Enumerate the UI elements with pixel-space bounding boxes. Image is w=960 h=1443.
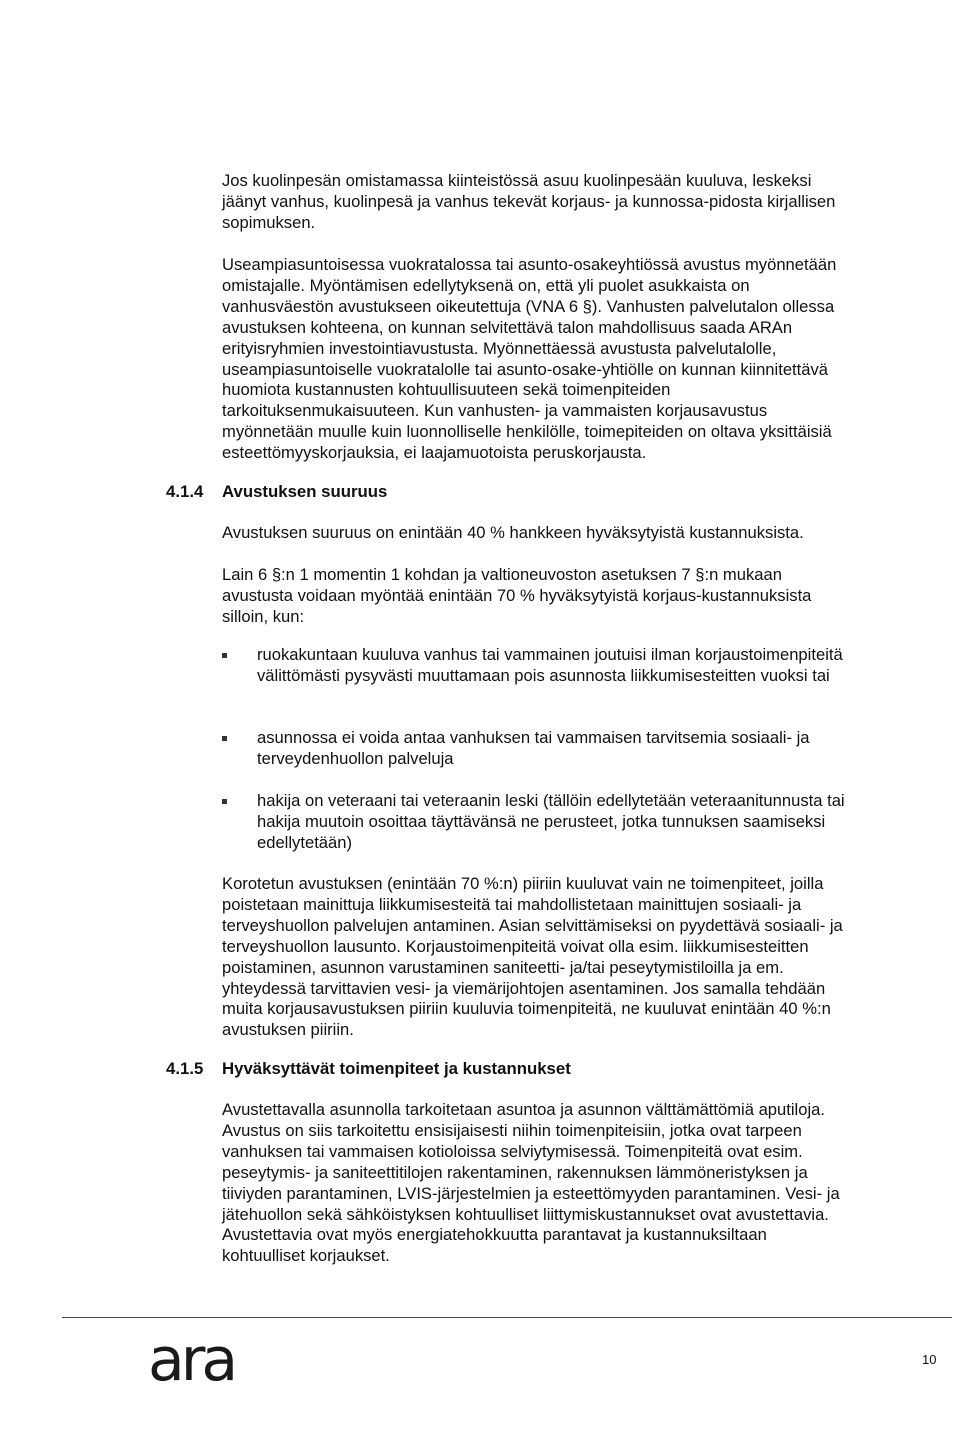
bullet-square-icon: [222, 799, 227, 804]
list-item-text: ruokakuntaan kuuluva vanhus tai vammainen joutuisi ilman korjaustoimenpiteitä välittömästi pysyvästi muuttamaan pois asunnosta liikkumisesteitten vuoksi tai: [257, 645, 843, 685]
section-heading-4-1-5: [166, 1058, 571, 1079]
section-title: Hyväksyttävät toimenpiteet ja kustannukset: [222, 1059, 571, 1078]
paragraph-increased-grant-conditions: Lain 6 §:n 1 momentin 1 kohdan ja valtioneuvoston asetuksen 7 §:n mukaan avustusta voidaan myöntää enintään 70 % hyväksytyistä korjaus-kustannuksista silloin, kun:: [222, 565, 812, 626]
paragraph-estate-ownership: Jos kuolinpesän omistamassa kiinteistössä asuu kuolinpesään kuuluva, leskeksi jäänyt vanhus, kuolinpesä ja vanhus tekevät korjaus- ja kunnossa-pidosta kirjallisen sopimuksen.: [222, 171, 836, 232]
section-number: 4.1.4: [166, 482, 204, 501]
section-heading-4-1-4: [166, 481, 387, 502]
bullet-square-icon: [222, 736, 227, 741]
list-item-text: hakija on veteraani tai veteraanin leski (tällöin edellytetään veteraanitunnusta tai hakija muutoin osoittaa täyttävänsä ne perusteet, jotka tunnuksen saamiseksi edellytetään): [257, 791, 845, 852]
paragraph-eligible-measures: Avustettavalla asunnolla tarkoitetaan asuntoa ja asunnon välttämättömiä aputiloja. Avustus on siis tarkoitettu ensisijaisesti niihin toimenpiteisiin, jotka ovat tarpeen vanhuksen tai vammaisen kotioloissa selviytymisessä. Toimenpiteitä ovat esim. peseytymis- ja saniteettitilojen rakentaminen, rakennuksen lämmöneristyksen ja tiiviyden parantaminen, LVIS-järjestelmien ja esteettömyyden parantaminen. Vesi- ja jätehuollon sekä sähköistyksen kohtuulliset liittymiskustannukset ovat avustettavia. Avustettavia ovat myös energiatehokkuutta parantavat ja kustannuksiltaan kohtuulliset korjaukset.: [222, 1100, 840, 1266]
section-title: Avustuksen suuruus: [222, 482, 388, 501]
footer-divider: [62, 1317, 952, 1318]
paragraph-increased-grant-scope: Korotetun avustuksen (enintään 70 %:n) piiriin kuuluvat vain ne toimenpiteet, joilla poistetaan mainittuja liikkumisesteitä tai mahdollistetaan mainittujen sosiaali- ja terveyshuollon palvelujen antaminen. Asian selvittämiseksi on pyydettävä sosiaali- ja terveyshuollon lausunto. Korjaustoimenpiteitä voivat olla esim. liikkumisesteitten poistaminen, asunnon varustaminen saniteetti- ja/tai peseytymistiloilla ja em. yhteydessä tarvittavien vesi- ja viemärijohtojen asentaminen. Jos samalla tehdään muita korjausavustuksen piiriin kuuluvia toimenpiteitä, ne kuuluvat enintään 40 %:n avustuksen piiriin.: [222, 874, 843, 1040]
ara-logo: ara: [148, 1325, 235, 1395]
page-number: 10: [922, 1352, 937, 1367]
paragraph-grant-amount: Avustuksen suuruus on enintään 40 % hankkeen hyväksytyistä kustannuksista.: [222, 523, 804, 542]
paragraph-multi-unit-housing: Useampiasuntoisessa vuokratalossa tai asunto-osakeyhtiössä avustus myönnetään omistajalle. Myöntämisen edellytyksenä on, että yli puolet asukkaista on vanhusväestön avustukseen oikeutettuja (VNA 6 §). Vanhusten palvelutalon ollessa avustuksen kohteena, on kunnan selvitettävä talon mahdollisuus saada ARAn erityisryhmien investointiavustusta. Myönnettäessä avustusta palvelutalolle, useampiasuntoiselle vuokratalolle tai asunto-osake-yhtiölle on kunnan kiinnitettävä huomiota kustannusten kohtuullisuuteen sekä toimenpiteiden tarkoituksenmukaisuuteen. Kun vanhusten- ja vammaisten korjausavustus myönnetään muulle kuin luonnolliselle henkilölle, toimepiteiden on oltava yksittäisiä esteettömyyskorjauksia, ei laajamuotoista peruskorjausta.: [222, 255, 837, 463]
list-item-text: asunnossa ei voida antaa vanhuksen tai vammaisen tarvitsemia sosiaali- ja terveydenhuollon palveluja: [257, 728, 810, 768]
section-number: 4.1.5: [166, 1059, 204, 1078]
bullet-square-icon: [222, 653, 227, 658]
